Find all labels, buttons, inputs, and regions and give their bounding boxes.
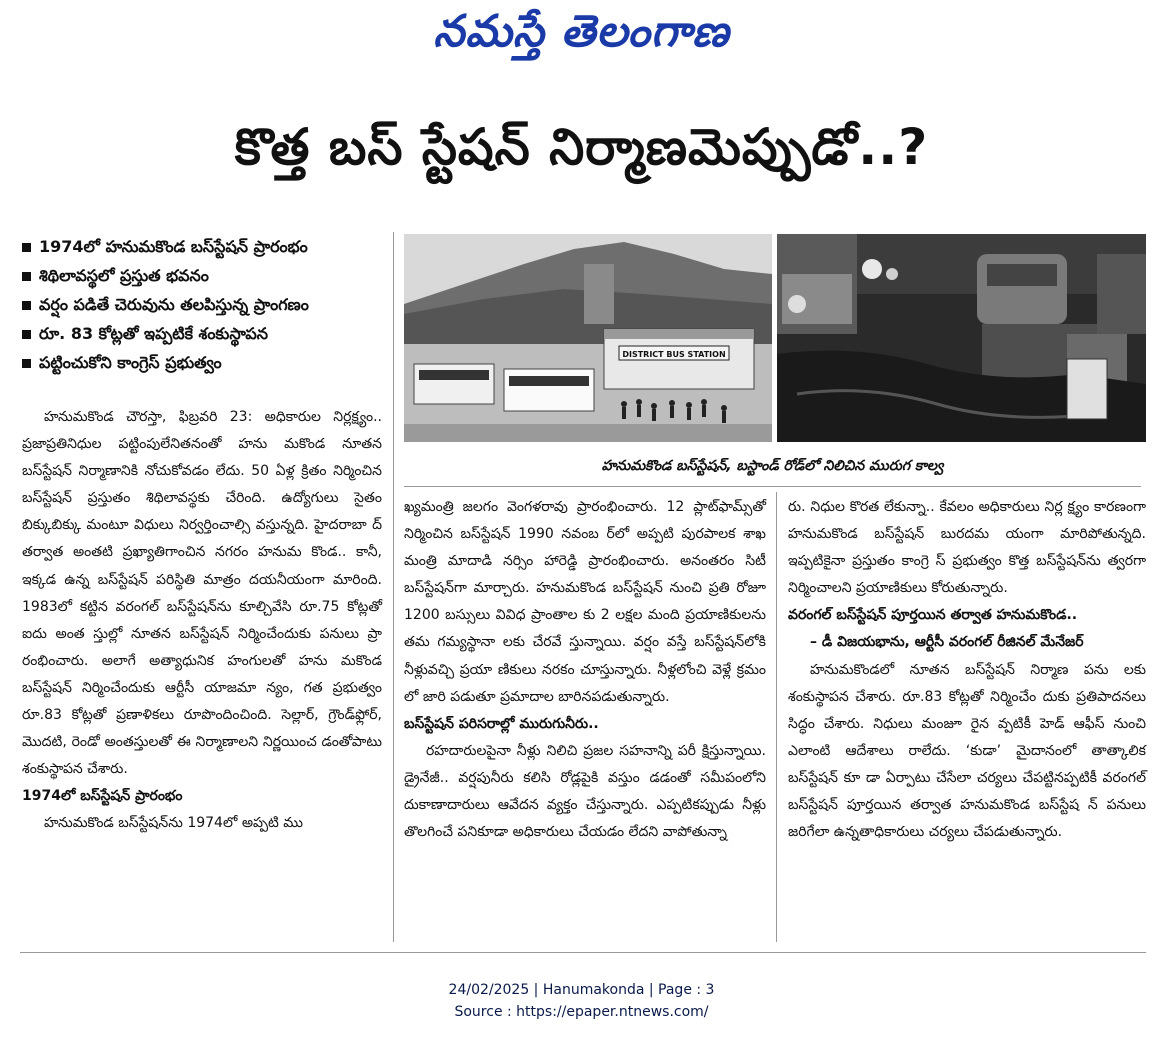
newspaper-masthead: నమస్తే తెలంగాణ [433,6,730,57]
article-paragraph: రు. నిధుల కొరత లేకున్నా.. కేవలం అధికారులు నిర్ల క్ష్యం కారణంగా హనుమకొండ బస్‌స్టేషన్ బురదమ యంగా మారిపోతున్నది. ఇప్పటికైనా ప్రస్తుతం కాంగ్రె స్ ప్రభుత్వం కొత్త బస్‌స్టేషన్‌ను త్వరగా నిర్మించాలని ప్రయాణికులు కోరుతున్నారు. [788,499,1146,597]
footer-divider [20,952,1146,953]
byline: – డీ విజయభాను, ఆర్టీసీ వరంగల్ రీజినల్ మేనేజర్ [810,634,1084,651]
footer-edition-info: 24/02/2025 | Hanumakonda | Page : 3 [448,982,715,998]
article-headline: కొత్త బస్ స్టేషన్ నిర్మాణమెప్పుడో..? [234,118,929,176]
svg-text:DISTRICT BUS STATION: DISTRICT BUS STATION [622,350,726,359]
bullet-item: శిథిలావస్థలో ప్రస్తుత భవనం [22,261,402,290]
article-paragraph: ఖ్యమంత్రి జలగం వెంగళరావు ప్రారంభించారు. 12 ప్లాట్‌ఫామ్స్‌తో నిర్మించిన బస్‌స్టేషన్ 1990 నవంబ ర్‌లో అప్పటి పురపాలక శాఖ మంత్రి మాదాడి నర్సిం హారెడ్డి ప్రారంభించారు. అనంతరం సిటీ బస్‌స్టేషన్‌గా మార్చారు. హనుమకొండ బస్‌స్టేషన్ నుంచి ప్రతి రోజూ 1200 బస్సులు వివిధ ప్రాంతాల కు 2 లక్షల మంది ప్రయాణికులను తమ గమ్యస్థానా లకు చేరవే స్తున్నాయి. వర్షం వస్తే బస్‌స్టేషన్‌లోకి నీళ్లువచ్చి ప్రయా ణికులు నరకం చూస్తున్నారు. నీళ్లలోంచి వెళ్లే క్రమం లో జారి పడుతూ ప్రమాదాల బారినపడుతున్నారు. [404,499,766,705]
bullet-item: రూ. 83 కోట్లతో ఇప్పటికే శంకుస్థాపన [22,319,402,348]
bullet-square-icon [22,243,31,252]
footer-source-link[interactable]: Source : https://epaper.ntnews.com/ [454,1004,709,1020]
bullet-item: వర్షం పడితే చెరువును తలపిస్తున్న ప్రాంగణం [22,290,402,319]
article-paragraph: హనుమకొండ బస్‌స్టేషన్‌ను 1974లో అప్పటి ము [44,815,303,832]
drain-road-photo [777,234,1146,442]
article-paragraph: హనుమకొండలో నూతన బస్‌స్టేషన్ నిర్మాణ పను లకు శంకుస్థాపన చేశారు. రూ.83 కోట్లతో నిర్మించేం దుకు ప్రతిపాదనలు సిద్ధం చేశారు. నిధులు మంజూ రైన వ్పటికీ హెడ్ ఆఫీస్ నుంచి ఎలాంటి ఆదేశాలు రాలేదు. ‘కుడా’ మైదానంలో తాత్కాలిక బస్‌స్టేషన్ కూ డా ఏర్పాటు చేసేలా చర్యలు చేపట్టినప్పటికీ వరంగల్ బస్‌స్టేషన్ పూర్తయిన తర్వాత హనుమకొండ బస్‌స్టేష న్ పనులు జరిగేలా ఉన్నతాధికారులు చర్యలు చేపడుతున్నారు. [788,661,1146,841]
bullet-square-icon [22,272,31,281]
subheading: 1974లో బస్‌స్టేషన్ ప్రారంభం [22,788,183,805]
bullet-square-icon [22,359,31,368]
article-column-2 [404,494,766,846]
column-divider-left [393,232,394,942]
bus-station-photo [404,234,772,442]
bullet-item: 1974లో హనుమకొండ బస్‌స్టేషన్ ప్రారంభం [22,232,402,261]
pull-quote: వరంగల్ బస్‌స్టేషన్ పూర్తయిన తర్వాత హనుమకొండ.. [788,607,1078,624]
bullet-item: పట్టించుకోని కాంగ్రెస్ ప్రభుత్వం [22,348,402,377]
subheading: బస్‌స్టేషన్ పరిసరాల్లో మురుగునీరు.. [404,715,599,732]
bullet-square-icon [22,330,31,339]
bullet-square-icon [22,301,31,310]
highlight-bullets [22,232,402,377]
column-divider-right [776,492,777,942]
article-paragraph: హనుమకొండ చౌరస్తా, ఫిబ్రవరి 23: అధికారుల నిర్లక్ష్యం.. ప్రజాప్రతినిధుల పట్టింపులేనితనంతో హను మకొండ నూతన బస్‌స్టేషన్ నిర్మాణానికి నోచుకోవడం లేదు. 50 ఏళ్ల క్రితం నిర్మించిన బస్‌స్టేషన్ ప్రస్తుతం శిథిలావస్థకు చేరింది. ఉద్యోగులు సైతం బిక్కుబిక్కు మంటూ విధులు నిర్వర్తించాల్సి వస్తున్నది. హైదరాబా ద్ తర్వాత అంతటి ప్రఖ్యాతిగాంచిన నగరం హనుమ కొండ.. కానీ, ఇక్కడ ఉన్న బస్‌స్టేషన్ పరిస్థితి మాత్రం దయనీయంగా మారింది. 1983లో కట్టిన వరంగల్ బస్‌స్టేషన్‌ను కూల్చివేసి రూ.75 కోట్లతో ఐదు అంత స్తుల్లో నూతన బస్‌స్టేషన్ నిర్మించేందుకు పనులు ప్రా రంభించారు. అలాగే అత్యాధునిక హంగులతో హను మకొండ బస్‌స్టేషన్ నిర్మించేందుకు ఆర్టీసీ యాజమా న్యం, గత ప్రభుత్వం రూ.83 కోట్లతో ప్రణాళికలు రూపొందించింది. సెల్లార్, గ్రౌండ్‌ఫ్లోర్, మొదటి, రెండో అంతస్తులతో ఈ నిర్మాణాలని నిర్ణయించ డంతోపాటు శంకుస్థాపన చేశారు. [22,409,382,778]
article-column-1 [22,404,382,838]
photo-caption: హనుమకొండ బస్‌స్టేషన్, బస్టాండ్ రోడ్‌లో నిలిచిన మురుగ కాల్వ [404,446,1141,487]
article-paragraph: రహదారులపైనా నీళ్లు నిలిచి ప్రజల సహనాన్ని పరీ క్షిస్తున్నాయి. డ్రైనేజీ.. వర్షపునీరు కలిసి రోడ్లపైకి వస్తుం డడంతో సమీపంలోని దుకాణాదారులు ఆవేదన వ్యక్తం చేస్తున్నారు. ఎప్పటికప్పుడు నీళ్లు తొలగించే పనికూడా అధికారులు చేయడం లేదని వాపోతున్నా [404,742,766,841]
article-column-3 [788,494,1146,846]
